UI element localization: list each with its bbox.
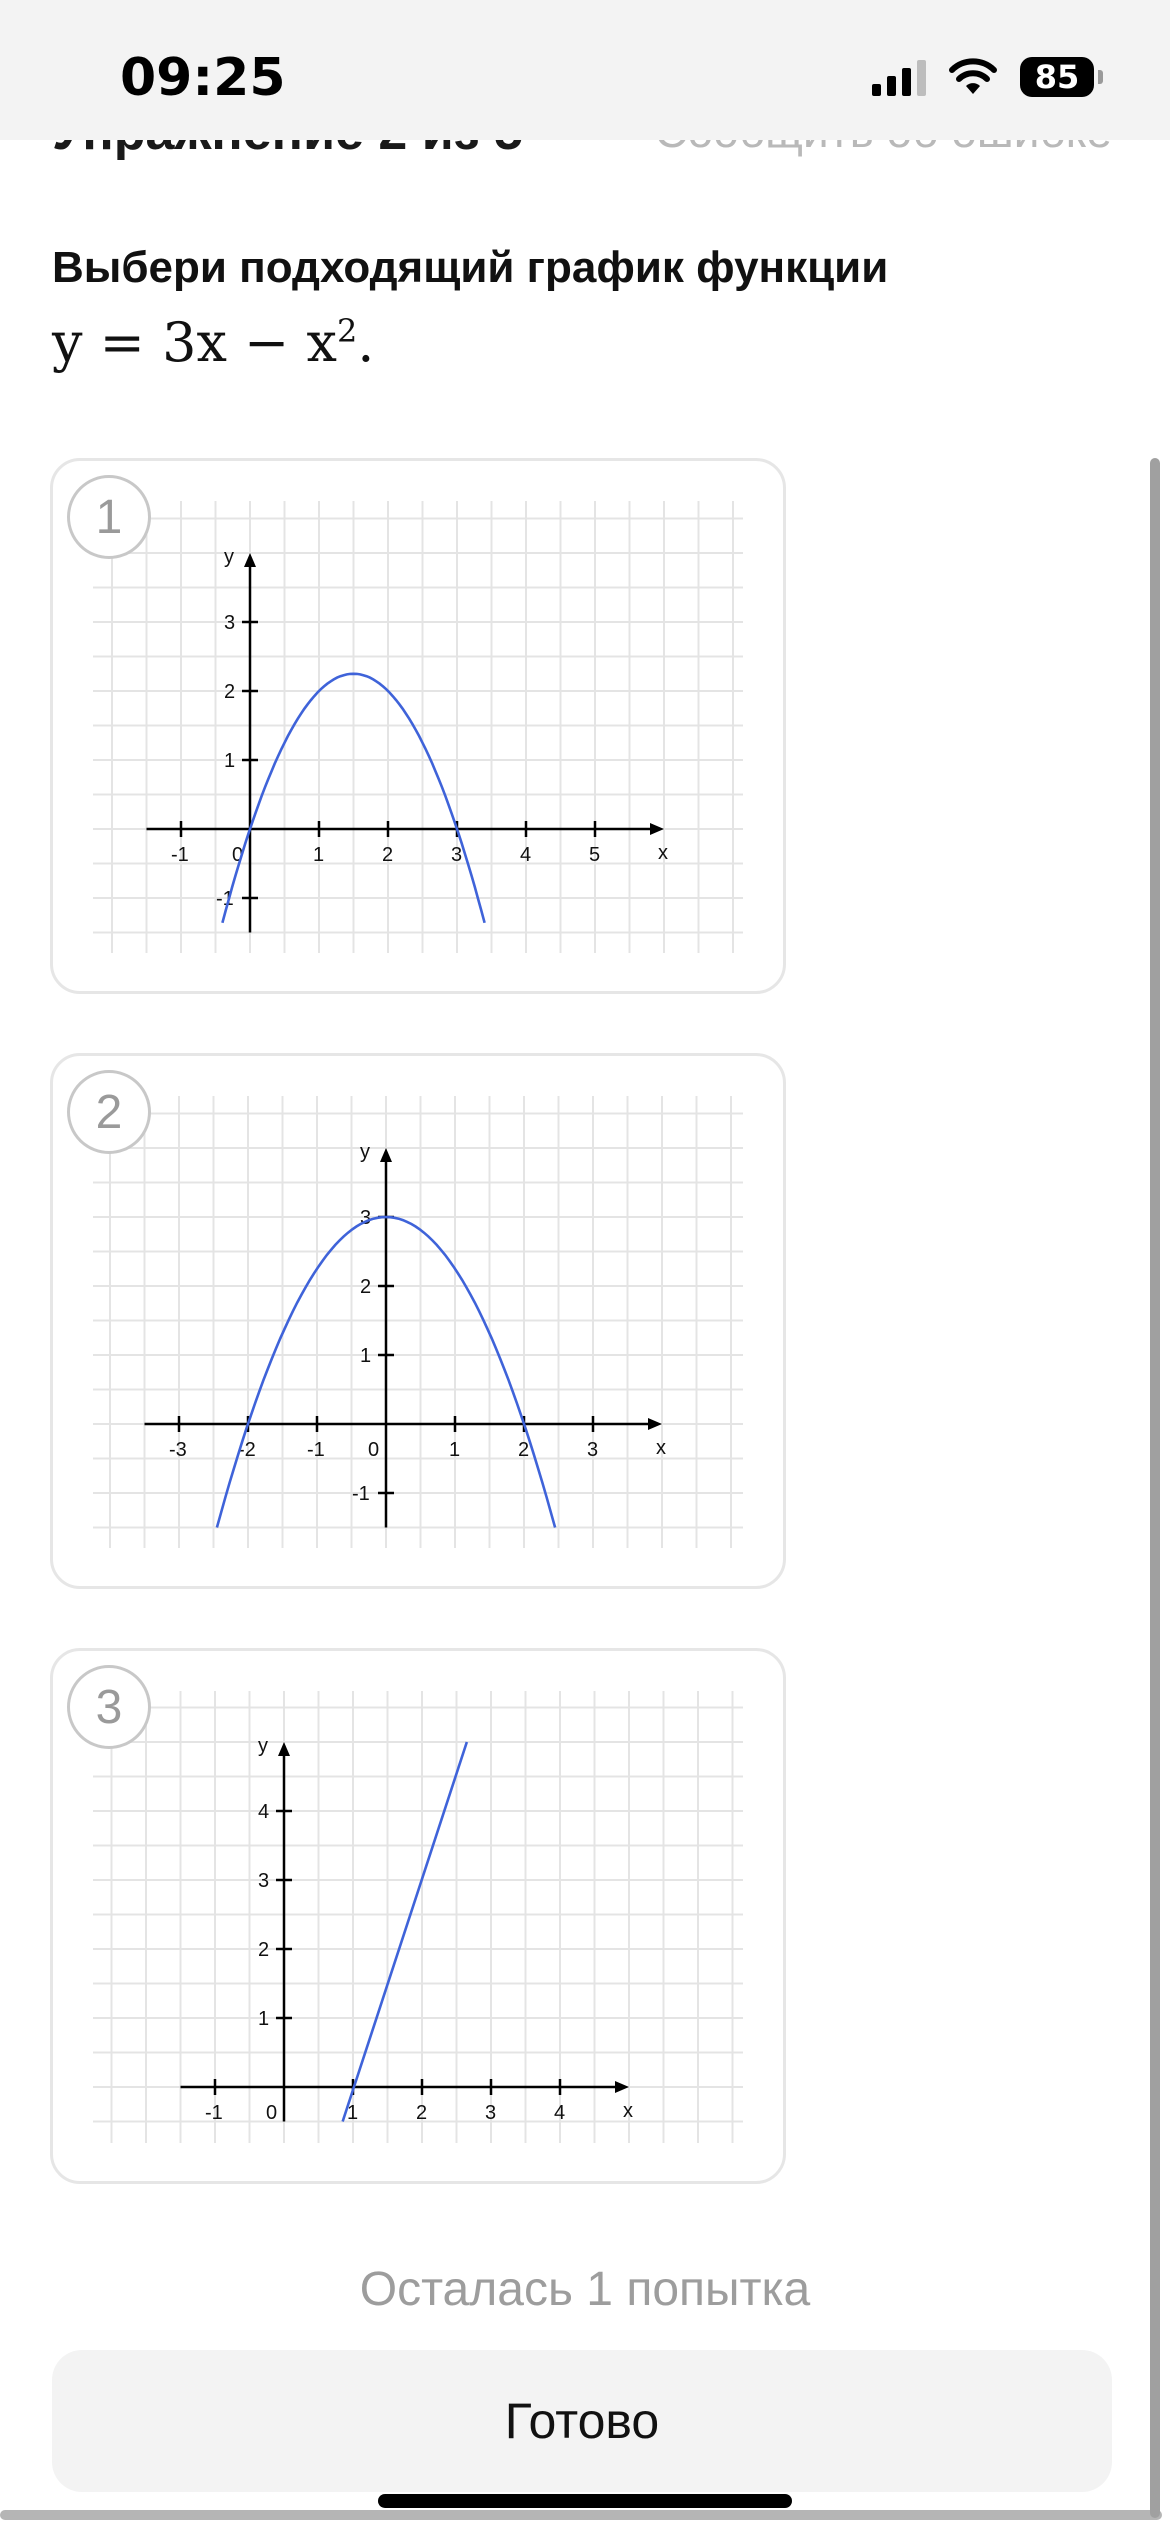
y-tick-label: 2 bbox=[258, 1939, 270, 1961]
attempts-remaining: Осталась 1 попытка bbox=[359, 2263, 811, 2316]
x-axis-label: x bbox=[656, 1437, 666, 1459]
option-number-1: 1 bbox=[67, 475, 151, 559]
cellular-signal-icon bbox=[872, 58, 926, 96]
x-tick-label: 4 bbox=[554, 2102, 566, 2124]
y-axis-label: y bbox=[258, 1735, 268, 1757]
x-tick-label: 1 bbox=[347, 2102, 359, 2124]
y-tick-label: 4 bbox=[258, 1801, 270, 1823]
y-axis-label: y bbox=[224, 546, 234, 568]
y-tick-label: 1 bbox=[360, 1345, 372, 1367]
x-tick-label: 0 bbox=[266, 2102, 278, 2124]
x-axis-arrow bbox=[648, 1418, 662, 1430]
x-tick-label: 1 bbox=[449, 1439, 461, 1461]
y-axis-arrow bbox=[278, 1742, 290, 1756]
y-tick-label: 1 bbox=[258, 2008, 270, 2030]
option-card-1[interactable] bbox=[50, 458, 786, 994]
y-tick-label: 3 bbox=[224, 612, 236, 634]
question bbox=[52, 240, 1102, 378]
option-2-chart bbox=[53, 1056, 783, 1586]
y-tick-label: 2 bbox=[360, 1276, 372, 1298]
x-tick-label: 5 bbox=[589, 844, 601, 866]
done-button[interactable]: Готово bbox=[52, 2350, 1112, 2492]
y-tick-label: 3 bbox=[258, 1870, 270, 1892]
vertical-scrollbar[interactable] bbox=[1150, 458, 1160, 2518]
y-tick-label: 2 bbox=[224, 681, 236, 703]
grid bbox=[93, 501, 743, 953]
x-tick-label: -3 bbox=[169, 1439, 187, 1461]
x-axis-arrow bbox=[650, 823, 664, 835]
y-tick-label: -1 bbox=[216, 888, 234, 910]
option-1-chart bbox=[53, 461, 783, 991]
x-tick-label: 3 bbox=[485, 2102, 497, 2124]
x-tick-label: 1 bbox=[313, 844, 325, 866]
grid bbox=[93, 1096, 743, 1548]
x-tick-label: 3 bbox=[587, 1439, 599, 1461]
home-indicator bbox=[378, 2494, 792, 2508]
x-tick-label: -2 bbox=[238, 1439, 256, 1461]
y-tick-label: -1 bbox=[352, 1483, 370, 1505]
y-axis-arrow bbox=[244, 553, 256, 567]
option-card-2[interactable] bbox=[50, 1053, 786, 1589]
x-tick-label: -1 bbox=[205, 2102, 223, 2124]
x-tick-label: 2 bbox=[518, 1439, 530, 1461]
option-number-2: 2 bbox=[67, 1070, 151, 1154]
x-tick-label: 0 bbox=[368, 1439, 380, 1461]
option-number-3: 3 bbox=[67, 1665, 151, 1749]
x-axis-label: x bbox=[623, 2100, 633, 2122]
option-card-3[interactable] bbox=[50, 1648, 786, 2184]
y-axis-label: y bbox=[360, 1141, 370, 1163]
x-axis-label: x bbox=[658, 842, 668, 864]
question-text: Выбери подходящий график функции bbox=[52, 243, 889, 292]
option-3-chart bbox=[53, 1651, 783, 2181]
status-bar bbox=[0, 0, 1170, 140]
status-icons bbox=[872, 52, 1094, 102]
x-tick-label: -1 bbox=[171, 844, 189, 866]
x-tick-label: 3 bbox=[451, 844, 463, 866]
grid bbox=[93, 1691, 743, 2143]
x-tick-label: 4 bbox=[520, 844, 532, 866]
status-time: 09:25 bbox=[120, 48, 286, 108]
question-formula: $y = 3x - x^2$. bbox=[52, 311, 375, 374]
x-tick-label: 0 bbox=[232, 844, 244, 866]
battery-icon: 85 bbox=[1020, 57, 1094, 97]
wifi-icon bbox=[948, 58, 998, 96]
y-axis-arrow bbox=[380, 1148, 392, 1162]
x-axis-arrow bbox=[615, 2081, 629, 2093]
x-tick-label: 2 bbox=[416, 2102, 428, 2124]
x-tick-label: 2 bbox=[382, 844, 394, 866]
series-line bbox=[343, 1742, 467, 2122]
horizontal-scroll-track bbox=[0, 2510, 1162, 2520]
y-tick-label: 1 bbox=[224, 750, 236, 772]
y-tick-label: 3 bbox=[360, 1207, 372, 1229]
x-tick-label: -1 bbox=[307, 1439, 325, 1461]
